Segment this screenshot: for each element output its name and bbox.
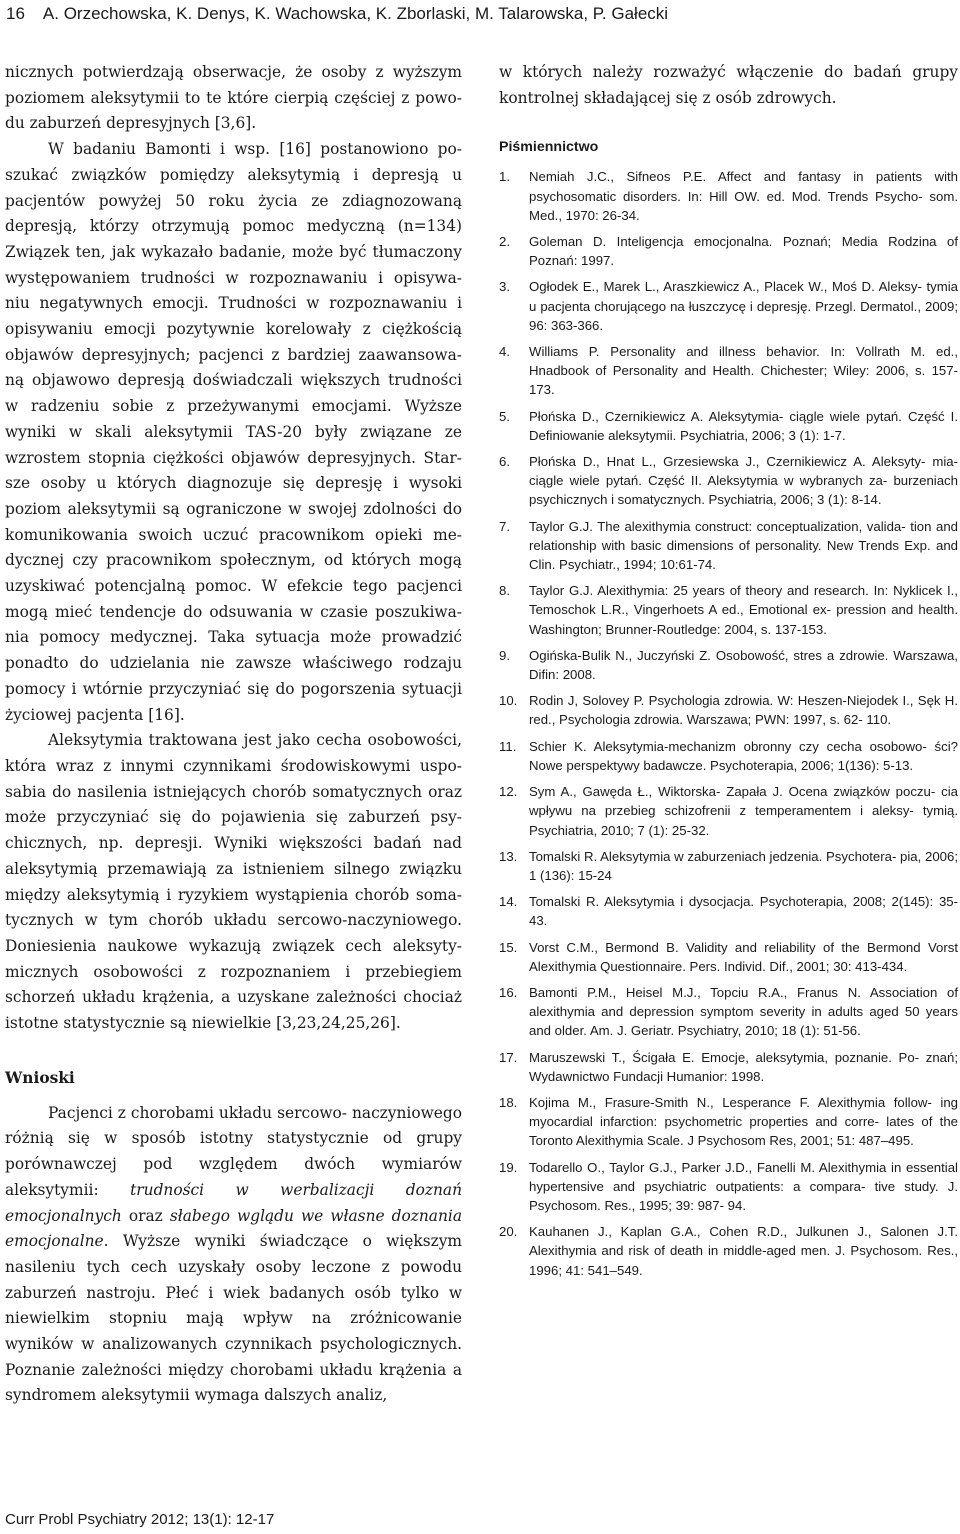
reference-text: Sym A., Gawęda Ł., Wiktorska- Zapała J. Ocena związków poczu- cia wpływu na przebieg schizofrenii z temperamentem i aleksy- tymią. Psychiatria, 2010; 7 (1): 25-32. (529, 784, 958, 838)
reference-number: 9. (499, 647, 510, 663)
reference-text: Nemiah J.C., Sifneos P.E. Affect and fantasy in patients with psychosomatic disorders. In: Hill OW. ed. Mod. Trends Psycho- som. Med., 1970: 26-34. (529, 169, 958, 223)
reference-item (499, 1093, 958, 1151)
body-paragraph-1: nicznych potwierdzają obserwacje, że osoby z wyższym poziomem aleksytymii to te które cierpią częściej z powo- du zaburzeń depresyjnych [3,6]. (5, 63, 462, 133)
reference-text: Kauhanen J., Kaplan G.A., Cohen R.D., Julkunen J., Salonen J.T. Alexithymia and risk of death in middle-aged men. J. Psychosom. Res., 1996; 41: 541–549. (529, 1224, 958, 1278)
reference-item (499, 1048, 958, 1086)
reference-text: Ogłodek E., Marek L., Araszkiewicz A., Placek W., Moś D. Aleksy- tymia u pacjenta chorującego na łuszczycę i depresję. Przegl. Dermatol., 2009; 96: 363-366. (529, 279, 958, 333)
reference-number: 14. (499, 894, 518, 910)
reference-text: Ogińska-Bulik N., Juczyński Z. Osobowość, stres a zdrowie. Warszawa, Difin: 2008. (529, 647, 958, 683)
left-column (5, 60, 462, 1409)
reference-item (499, 167, 958, 225)
reference-number: 16. (499, 984, 518, 1000)
reference-text: Tomalski R. Aleksytymia w zaburzeniach jedzenia. Psychotera- pia, 2006; 1 (136): 15-24 (529, 848, 958, 883)
reference-number: 7. (499, 518, 510, 534)
references-list (499, 167, 958, 1279)
reference-item (499, 691, 958, 729)
reference-number: 11. (499, 738, 517, 754)
right-column (499, 60, 958, 1287)
reference-number: 2. (499, 234, 510, 250)
reference-text: Bamonti P.M., Heisel M.J., Topciu R.A., Franus N. Association of alexithymia and depression symptom severity in adults aged 50 years and older. Am. J. Geriatr. Psychiatry, 2010; 18 (1): 51-56. (529, 984, 958, 1039)
reference-item (499, 232, 958, 270)
reference-item (499, 277, 958, 335)
reference-text: Todarello O., Taylor G.J., Parker J.D., Fanelli M. Alexithymia in essential hypertensive and psychiatric outpatients: a compara- tive study. J. Psychosom. Res., 1995; 39: 987- 94. (529, 1159, 958, 1213)
reference-item (499, 646, 958, 684)
reference-number: 6. (499, 454, 510, 470)
reference-text: Goleman D. Inteligencja emocjonalna. Poznań; Media Rodzina of Poznań: 1997. (529, 234, 958, 269)
conclusions-paragraph (5, 1101, 462, 1409)
conclusions-text-3: . Wyższe wyniki świadczące o większym nasileniu tych cech uzyskały osoby leczone z powodu zaburzeń nastroju. Płeć i wiek badanych osób tylko w niewielkim stopniu mają wpływ na zróżnicowanie wyników w analizowanych czynnikach psychologicznych. Poznanie zależności między chorobami układu krążenia a syndromem aleksytymii wymaga dalszych analiz, (5, 1232, 462, 1405)
page-number: 16 (6, 4, 25, 23)
header-authors: A. Orzechowska, K. Denys, K. Wachowska, K. Zborlaski, M. Talarowska, P. Gałecki (42, 4, 669, 23)
reference-number: 10. (499, 693, 518, 709)
reference-text: Rodin J, Solovey P. Psychologia zdrowia. W: Heszen-Niejodek I., Sęk H. red., Psychologia zdrowia. Warszawa; PWN: 1997, s. 62- 110. (529, 693, 958, 728)
reference-item (499, 983, 958, 1041)
reference-number: 18. (499, 1094, 518, 1110)
reference-number: 20. (499, 1224, 518, 1240)
reference-text: Schier K. Aleksytymia-mechanizm obronny czy cecha osobowo- ści? Nowe perspektywy badawcze. Psychoterapia, 2006; 1(136): 5-13. (529, 738, 958, 773)
conclusions-heading: Wnioski (5, 1068, 75, 1087)
reference-number: 15. (499, 939, 518, 955)
reference-number: 8. (499, 583, 510, 599)
reference-item (499, 737, 958, 775)
running-header (6, 3, 946, 25)
reference-item (499, 342, 958, 400)
reference-number: 17. (499, 1049, 518, 1065)
reference-item (499, 1222, 958, 1280)
body-paragraph-2: W badaniu Bamonti i wsp. [16] postanowiono po- szukać związków pomiędzy aleksytymią i depresją u pacjentów powyżej 50 roku życia ze zdiagnozowaną depresją, którzy otrzymują pomoc medyczną (n=134) Związek ten, jak wykazało badanie, może być tłumaczony występowaniem trudności w rozpoznawaniu i opisywa- niu negatywnych emocji. Trudności w rozpoznawaniu i opisywaniu emocji pozytywnie korelowały z ciężkością objawów depresyjnych; pacjenci z bardziej zaawansowa- ną objawowo depresją doświadczali większych trudności w radzeniu sobie z przeżywanymi emocjami. Wyższe wyniki w skali aleksytymii TAS-20 były związane ze wzrostem stopnia ciężkości objawów depresyjnych. Star- sze osoby u których diagnozuje się depresję i wysoki poziom aleksytymii są ograniczone w swojej zdolności do komunikowania swoich uczuć pracownikom opieki me- dycznej czy pracownikom społecznym, od których mogą uzyskiwać potencjalną pomoc. W efekcie tego pacjenci mogą mieć tendencje do odsuwania w czasie poszukiwa- nia pomocy medycznej. Taka sytuacja może prowadzić ponadto do udzielania nie zawsze właściwego rodzaju pomocy i wtórnie przyczyniać się do pogorszenia sytuacji życiowej pacjenta [16]. (5, 140, 462, 724)
reference-item (499, 782, 958, 840)
reference-text: Tomalski R. Aleksytymia i dysocjacja. Psychoterapia, 2008; 2(145): 35-43. (529, 894, 958, 929)
reference-item (499, 407, 958, 445)
reference-number: 12. (499, 784, 518, 800)
reference-item (499, 517, 958, 575)
reference-number: 5. (499, 408, 510, 424)
conclusions-text-2: oraz (121, 1206, 170, 1225)
footer-citation: Curr Probl Psychiatry 2012; 13(1): 12-17 (5, 1511, 275, 1528)
reference-number: 4. (499, 344, 510, 360)
reference-item (499, 452, 958, 510)
reference-text: Maruszewski T., Ścigała E. Emocje, aleksytymia, poznanie. Po- znań; Wydawnictwo Fundacji Humanior: 1998. (529, 1049, 958, 1084)
reference-text: Płońska D., Hnat L., Grzesiewska J., Czernikiewicz A. Aleksyty- mia- ciągle wiele pytań. Część II. Aleksytymia w wybranych za- burzeniach psychicznych i somatycznych. Psychiatria, 2006; 3 (1): 8-14. (529, 454, 958, 508)
body-paragraph-3: Aleksytymia traktowana jest jako cecha osobowości, która wraz z innymi czynnikami środowiskowymi uspo- sabia do nasilenia istniejących chorób somatycznych oraz może przyczyniać się do pojawienia się zaburzeń psy- chicznych, np. depresji. Wyniki większości badań nad aleksytymią przemawiają za istnieniem silnego związku między aleksytymią i ryzykiem wystąpienia chorób soma- tycznych w tym chorób układu sercowo-naczyniowego. Doniesienia naukowe wykazują związek cech aleksyty- micznych osobowości z rozpoznaniem i przebiegiem schorzeń układu krążenia, a uzyskane zależności chociaż istotne statystycznie są niewielkie [3,23,24,25,26]. (5, 731, 462, 1033)
reference-item (499, 892, 958, 930)
right-intro-paragraph: w których należy rozważyć włączenie do badań grupy kontrolnej składającej się z osób zdrowych. (499, 63, 958, 107)
reference-text: Vorst C.M., Bermond B. Validity and reliability of the Bermond Vorst Alexithymia Questionnaire. Pers. Individ. Dif., 2001; 30: 413-434. (529, 939, 958, 974)
reference-item (499, 1158, 958, 1216)
reference-text: Taylor G.J. Alexithymia: 25 years of theory and research. In: Nyklicek I., Temoschok L.R., Vingerhoets A ed., Emotional ex- pression and health. Washington; Brunner-Routledge: 2004, s. 137-153. (529, 583, 958, 637)
reference-number: 13. (499, 848, 518, 864)
reference-number: 3. (499, 279, 510, 295)
conclusions-emphasis-1: trudności w werbalizacji doznań emocjonalnych (5, 1180, 462, 1225)
reference-text: Taylor G.J. The alexithymia construct: conceptualization, valida- tion and relationship with basic dimensions of personality. New Trends Exp. and Clin. Psychiatr., 1994; 10:61-74. (529, 518, 958, 573)
reference-text: Kojima M., Frasure-Smith N., Lesperance F. Alexithymia follow- ing myocardial infarction: psychometric properties and corre- lates of the Toronto Alexithymia Scale. J Psychosom Res, 2001; 51: 487–495. (529, 1094, 958, 1149)
reference-item (499, 581, 958, 639)
conclusions-text-1: Pacjenci z chorobami układu sercowo- naczyniowego różnią się w sposób istotny statystycznie od grupy porównawczej pod względem dwóch wymiarów aleksytymii: (5, 1103, 462, 1199)
reference-text: Williams P. Personality and illness behavior. In: Vollrath M. ed., Hnadbook of Personality and Health. Chichester; Wiley: 2006, s. 157-173. (529, 344, 958, 398)
reference-number: 1. (499, 169, 510, 185)
reference-item (499, 847, 958, 885)
reference-item (499, 938, 958, 976)
conclusions-emphasis-2: słabego wglądu we własne doznania emocjonalne (5, 1206, 462, 1251)
references-heading: Piśmiennictwo (499, 139, 599, 156)
reference-number: 19. (499, 1159, 518, 1175)
reference-text: Płońska D., Czernikiewicz A. Aleksytymia- ciągle wiele pytań. Część I. Definiowanie aleksytymii. Psychiatria, 2006; 3 (1): 1-7. (529, 408, 958, 443)
